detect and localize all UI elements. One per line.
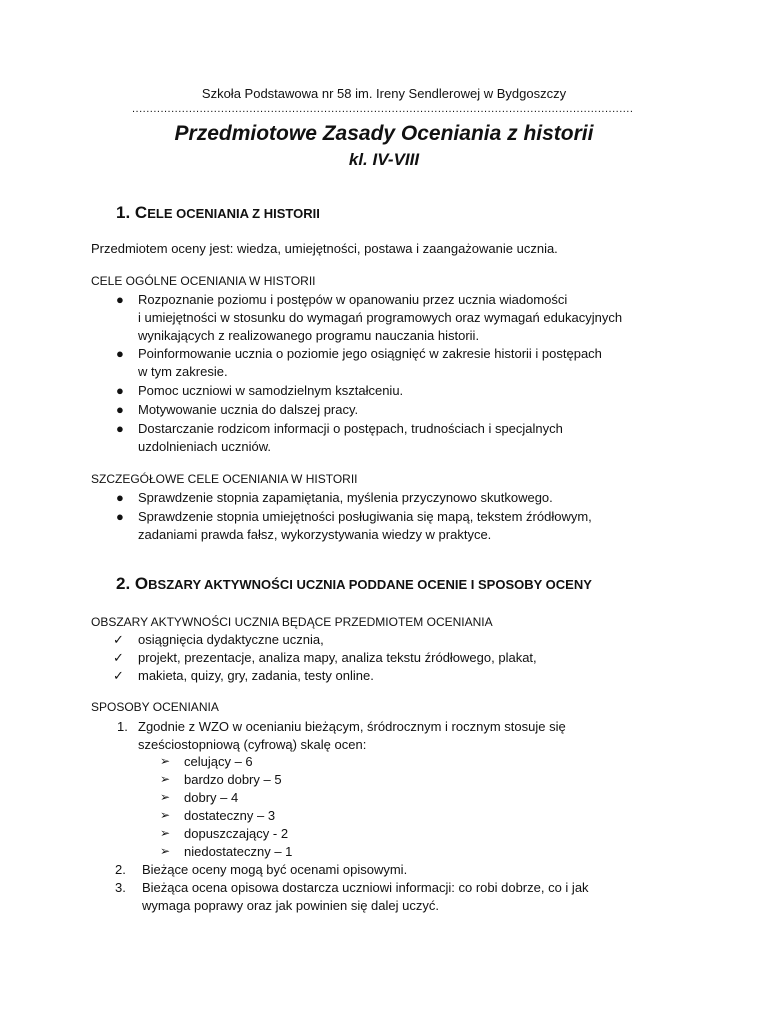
method-2-line-1: Bieżące oceny mogą być ocenami opisowymi. xyxy=(142,862,408,877)
specific-goal-2-line-2: zadaniami prawda fałsz, wykorzystywania wiedzy w praktyce. xyxy=(138,527,492,542)
method-1-line-1: Zgodnie z WZO w ocenianiu bieżącym, śródrocznym i rocznym stosuje się xyxy=(138,719,566,734)
general-goal-3: Pomoc uczniowi w samodzielnym kształceniu. xyxy=(138,383,404,398)
grade-item: dostateczny – 3 xyxy=(184,808,276,823)
grade-item: bardzo dobry – 5 xyxy=(184,772,282,787)
general-goal-4: Motywowanie ucznia do dalszej pracy. xyxy=(138,402,359,417)
section-1-heading xyxy=(116,203,320,223)
method-1-number: 1. xyxy=(117,719,128,734)
checkmark-icon: ✓ xyxy=(113,650,124,665)
section-2-number: 2. xyxy=(116,574,131,593)
school-name: Szkoła Podstawowa nr 58 im. Ireny Sendlerowej w Bydgoszczy xyxy=(201,86,567,101)
general-goal-2-line-2: w tym zakresie. xyxy=(138,364,228,379)
methods-title: SPOSOBY OCENIANIA xyxy=(91,700,219,714)
document-title: Przedmiotowe Zasady Oceniania z historii xyxy=(174,122,594,145)
grade-item: dopuszczający - 2 xyxy=(184,826,289,841)
method-2-number: 2. xyxy=(115,862,126,877)
checkmark-icon: ✓ xyxy=(113,632,124,647)
grade-item: niedostateczny – 1 xyxy=(184,844,293,859)
checkmark-icon: ✓ xyxy=(113,668,124,683)
specific-goal-1: Sprawdzenie stopnia zapamiętania, myślenia przyczynowo skutkowego. xyxy=(138,490,553,505)
general-goal-5-line-2: uzdolnieniach uczniów. xyxy=(138,439,271,454)
method-1-line-2: sześciostopniową (cyfrową) skalę ocen: xyxy=(138,737,367,752)
specific-goals-title: SZCZEGÓŁOWE CELE OCENIANIA W HISTORII xyxy=(91,472,358,486)
activity-area-3: makieta, quizy, gry, zadania, testy online. xyxy=(138,668,374,683)
grade-item: dobry – 4 xyxy=(184,790,239,805)
general-goals-title: CELE OGÓLNE OCENIANIA W HISTORII xyxy=(91,274,316,288)
section-1-heading-initial: C xyxy=(134,203,148,222)
general-goal-1-line-3: wynikających z realizowanego programu nauczania historii. xyxy=(138,328,480,343)
section-1-number: 1. xyxy=(116,203,131,222)
grade-item: celujący – 6 xyxy=(184,754,253,769)
method-3-number: 3. xyxy=(115,880,126,895)
document-subtitle: kl. IV-VIII xyxy=(348,150,420,169)
section-1-heading-rest: ELE OCENIANIA Z HISTORII xyxy=(147,206,320,221)
bullet-icon: ● xyxy=(116,490,124,505)
arrow-bullet-icon: ➢ xyxy=(160,772,171,786)
general-goal-2-line-1: Poinformowanie ucznia o poziomie jego osiągnięć w zakresie historii i postępach xyxy=(138,346,602,361)
section-2-heading-initial: O xyxy=(134,574,149,593)
bullet-icon: ● xyxy=(116,402,124,417)
bullet-icon: ● xyxy=(116,383,124,398)
general-goal-5-line-1: Dostarczanie rodzicom informacji o postępach, trudnościach i specjalnych xyxy=(138,421,563,436)
method-3-line-1: Bieżąca ocena opisowa dostarcza uczniowi informacji: co robi dobrze, co i jak xyxy=(142,880,589,895)
section-2-heading-rest: BSZARY AKTYWNOŚCI UCZNIA PODDANE OCENIE I SPOSOBY OCENY xyxy=(148,577,592,592)
arrow-bullet-icon: ➢ xyxy=(160,790,171,804)
arrow-bullet-icon: ➢ xyxy=(160,754,171,768)
general-goal-1-line-1: Rozpoznanie poziomu i postępów w opanowaniu przez ucznia wiadomości xyxy=(138,292,568,307)
arrow-bullet-icon: ➢ xyxy=(160,808,171,822)
activity-area-1: osiągnięcia dydaktyczne ucznia, xyxy=(138,632,324,647)
dotted-separator: ............................................................................................................................................. xyxy=(132,103,634,115)
activity-area-2: projekt, prezentacje, analiza mapy, analiza tekstu źródłowego, plakat, xyxy=(138,650,537,665)
bullet-icon: ● xyxy=(116,346,124,361)
arrow-bullet-icon: ➢ xyxy=(160,844,171,858)
activity-areas-title: OBSZARY AKTYWNOŚCI UCZNIA BĘDĄCE PRZEDMIOTEM OCENIANIA xyxy=(91,615,493,629)
specific-goal-2-line-1: Sprawdzenie stopnia umiejętności posługiwania się mapą, tekstem źródłowym, xyxy=(138,509,592,524)
bullet-icon: ● xyxy=(116,509,124,524)
arrow-bullet-icon: ➢ xyxy=(160,826,171,840)
general-goal-1-line-2: i umiejętności w stosunku do wymagań programowych oraz wymagań edukacyjnych xyxy=(138,310,623,325)
section-2-heading xyxy=(116,574,592,594)
bullet-icon: ● xyxy=(116,292,124,307)
section-1-intro: Przedmiotem oceny jest: wiedza, umiejętności, postawa i zaangażowanie ucznia. xyxy=(91,241,558,256)
method-3-line-2: wymaga poprawy oraz jak powinien się dalej uczyć. xyxy=(142,898,439,913)
bullet-icon: ● xyxy=(116,421,124,436)
